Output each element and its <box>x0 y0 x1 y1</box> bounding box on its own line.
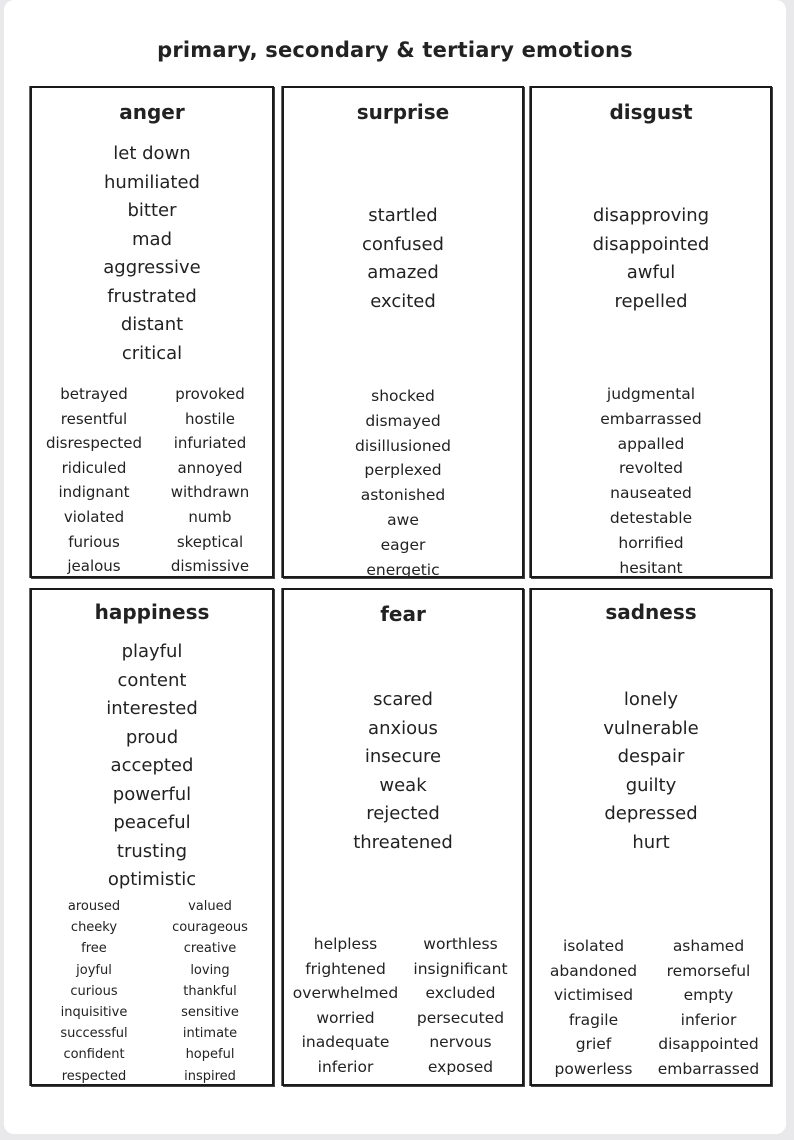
emotion-word: peaceful <box>113 812 191 833</box>
emotion-word: interested <box>106 698 198 719</box>
emotion-box-happiness <box>30 588 274 1086</box>
tertiary-word: worthless <box>423 935 498 953</box>
emotion-word: optimistic <box>107 869 197 890</box>
tertiary-word: grief <box>575 1035 612 1054</box>
tertiary-word: resentful <box>60 409 128 428</box>
emotion-word: shocked <box>371 387 435 405</box>
emotion-word: disapproving <box>592 205 710 226</box>
tertiary-word: dismissive <box>170 557 250 576</box>
tertiary-word: helpless <box>313 935 378 953</box>
emotion-word: frustrated <box>107 285 197 307</box>
tertiary-word: ashamed <box>672 937 745 955</box>
emotion-word: threatened <box>353 831 453 853</box>
tertiary-word: ridiculed <box>61 458 127 477</box>
emotion-word: despair <box>617 746 685 767</box>
tertiary-word: overwhelmed <box>292 984 399 1003</box>
secondary-list <box>532 686 770 857</box>
tertiary-word: disappointed <box>658 1035 759 1054</box>
emotion-word: awe <box>387 510 419 529</box>
emotion-word: confused <box>362 233 444 255</box>
emotion-word: anxious <box>368 717 438 739</box>
tertiary-word: joyful <box>76 962 112 978</box>
secondary-list <box>284 202 522 316</box>
tertiary-word: respected <box>61 1068 127 1084</box>
emotion-word: disappointed <box>592 233 710 255</box>
emotion-word: hesitant <box>619 558 683 577</box>
tertiary-word: intimate <box>182 1026 238 1042</box>
emotion-word: depressed <box>604 803 698 824</box>
tertiary-word: inquisitive <box>60 1005 128 1021</box>
emotion-word: nauseated <box>610 484 692 503</box>
tertiary-word: aroused <box>67 899 121 914</box>
tertiary-word: annoyed <box>177 458 243 477</box>
tertiary-word: jealous <box>67 557 121 576</box>
emotion-title: disgust <box>609 100 693 124</box>
tertiary-word: excluded <box>425 984 496 1003</box>
tertiary-word: withdrawn <box>170 483 250 502</box>
emotion-word: scared <box>373 689 433 710</box>
emotion-word: guilty <box>625 774 677 796</box>
tertiary-word: skeptical <box>176 532 244 551</box>
emotion-word: lonely <box>623 689 679 710</box>
tertiary-word: isolated <box>562 937 625 955</box>
emotion-word: amazed <box>367 262 439 283</box>
emotion-word: vulnerable <box>603 717 699 739</box>
emotion-word: detestable <box>609 508 693 527</box>
tertiary-word: inferior <box>680 1010 737 1029</box>
emotion-word: eager <box>380 535 426 554</box>
emotion-word: humiliated <box>104 171 200 193</box>
emotion-word: content <box>117 669 187 691</box>
emotion-word: excited <box>370 290 436 312</box>
emotion-box-anger <box>30 86 274 578</box>
tertiary-word: worried <box>316 1008 375 1027</box>
tertiary-word: exposed <box>427 1057 494 1076</box>
tertiary-word: fragile <box>568 1010 619 1029</box>
emotion-title: anger <box>119 100 185 124</box>
tertiary-word: frightened <box>305 959 386 978</box>
tertiary-word: successful <box>60 1026 128 1042</box>
tertiary-word: hostile <box>185 409 235 428</box>
tertiary-word: betrayed <box>60 385 128 403</box>
emotion-word: powerful <box>112 783 192 805</box>
emotion-word: disillusioned <box>354 436 452 455</box>
tertiary-grid <box>538 934 764 1082</box>
tertiary-word: powerless <box>554 1059 633 1078</box>
secondary-list <box>32 638 272 895</box>
emotion-word: bitter <box>127 200 177 221</box>
emotion-box-sadness <box>530 588 772 1086</box>
tertiary-word: hopeful <box>185 1047 235 1063</box>
emotion-word: distant <box>120 314 184 335</box>
emotion-word: appalled <box>617 434 685 453</box>
tertiary-word: confident <box>63 1047 125 1063</box>
emotion-word: astonished <box>360 486 446 505</box>
tertiary-word: courageous <box>172 920 248 936</box>
secondary-list <box>32 140 272 368</box>
emotion-box-disgust <box>530 86 772 578</box>
tertiary-word: persecuted <box>416 1008 505 1027</box>
worksheet-page <box>4 0 786 1134</box>
emotion-word: horrified <box>618 533 684 552</box>
tertiary-word: inferior <box>317 1057 374 1076</box>
emotion-word: proud <box>125 726 179 748</box>
emotion-word: playful <box>121 641 183 662</box>
emotion-word: dismayed <box>365 411 441 430</box>
emotion-word: mad <box>132 228 172 250</box>
tertiary-word: insignificant <box>413 959 508 978</box>
tertiary-word: embarrassed <box>657 1059 760 1078</box>
emotion-word: aggressive <box>103 257 201 278</box>
emotion-box-surprise <box>282 86 524 578</box>
tertiary-word: infuriated <box>173 434 247 453</box>
tertiary-word: sensitive <box>181 1005 239 1021</box>
emotion-word: trusting <box>116 840 188 862</box>
emotion-word: rejected <box>366 803 440 824</box>
tertiary-grid <box>38 382 266 579</box>
tertiary-word: remorseful <box>666 961 751 980</box>
emotion-word: accepted <box>110 755 194 776</box>
tertiary-list <box>532 382 770 580</box>
tertiary-word: victimised <box>553 986 634 1005</box>
emotion-word: insecure <box>364 746 442 767</box>
emotion-word: weak <box>379 774 427 796</box>
tertiary-word: violated <box>63 507 125 526</box>
tertiary-word: abandoned <box>549 961 638 980</box>
emotion-word: critical <box>121 342 183 364</box>
secondary-list <box>284 686 522 857</box>
tertiary-word: thankful <box>183 983 237 999</box>
emotion-word: startled <box>368 205 438 226</box>
tertiary-word: furious <box>68 532 120 551</box>
tertiary-word: loving <box>190 962 230 978</box>
tertiary-word: cheeky <box>70 920 118 936</box>
emotion-title: sadness <box>605 600 697 624</box>
tertiary-grid <box>290 932 516 1080</box>
tertiary-grid <box>38 896 266 1087</box>
tertiary-word: inadequate <box>301 1033 390 1052</box>
tertiary-word: nervous <box>429 1033 492 1052</box>
tertiary-word: disrespected <box>45 434 142 453</box>
emotion-title: fear <box>380 602 426 626</box>
tertiary-word: curious <box>70 983 118 999</box>
tertiary-word: inspired <box>184 1068 236 1084</box>
emotion-title: surprise <box>356 100 450 124</box>
emotion-word: hurt <box>632 831 670 853</box>
tertiary-word: provoked <box>175 385 245 403</box>
emotion-word: judgmental <box>606 385 696 403</box>
tertiary-word: indignant <box>58 483 130 502</box>
emotion-word: revolted <box>619 459 683 478</box>
emotion-word: energetic <box>366 560 440 579</box>
tertiary-word: empty <box>683 986 734 1005</box>
emotion-title: happiness <box>94 600 210 624</box>
tertiary-list <box>284 384 522 582</box>
tertiary-word: valued <box>188 899 232 914</box>
page-title: primary, secondary & tertiary emotions <box>157 38 633 62</box>
tertiary-word: free <box>81 941 107 957</box>
emotion-word: repelled <box>614 290 688 312</box>
emotion-box-fear <box>282 588 524 1086</box>
emotion-word: perplexed <box>364 461 442 480</box>
emotion-word: awful <box>626 262 676 283</box>
tertiary-word: numb <box>188 507 232 526</box>
tertiary-word: creative <box>183 941 237 957</box>
secondary-list <box>532 202 770 316</box>
emotion-word: embarrassed <box>600 409 702 428</box>
emotion-word: let down <box>113 143 191 164</box>
